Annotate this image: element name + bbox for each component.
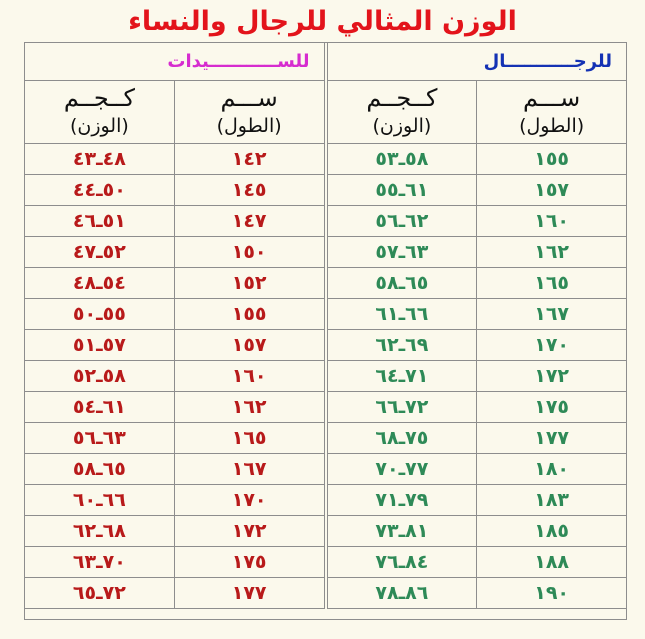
men-weight-cell: ٦٩ـ٦٢	[327, 330, 477, 361]
women-weight-cell: ٥٥ـ٥٠	[25, 299, 175, 330]
column-gap	[324, 578, 327, 609]
women-height-cell: ١٦٠	[174, 361, 324, 392]
men-weight-cell: ٨٤ـ٧٦	[327, 547, 477, 578]
women-height-label: (الطول)	[216, 115, 282, 137]
men-weight-cell: ٦٣ـ٥٧	[327, 237, 477, 268]
column-gap	[324, 81, 327, 144]
table-row	[25, 206, 627, 237]
weight-table	[24, 42, 627, 609]
men-height-cell: ١٨٨	[477, 547, 627, 578]
men-weight-cell: ٧١ـ٦٤	[327, 361, 477, 392]
men-weight-cell: ٦١ـ٥٥	[327, 175, 477, 206]
column-gap	[324, 547, 327, 578]
women-height-cell: ١٧٠	[174, 485, 324, 516]
men-height-header	[477, 81, 627, 144]
men-group-label: للرجـــــــــــال	[327, 43, 627, 81]
table-row	[25, 578, 627, 609]
group-header-row	[25, 43, 627, 81]
column-gap	[324, 43, 327, 81]
women-weight-cell: ٦٥ـ٥٨	[25, 454, 175, 485]
women-height-unit: ســـم	[220, 84, 278, 112]
column-gap	[324, 485, 327, 516]
women-height-cell: ١٧٥	[174, 547, 324, 578]
men-height-label: (الطول)	[519, 115, 585, 137]
men-height-cell: ١٧٧	[477, 423, 627, 454]
women-height-cell: ١٥٧	[174, 330, 324, 361]
column-header-row	[25, 81, 627, 144]
women-height-cell: ١٥٥	[174, 299, 324, 330]
men-weight-cell: ٨٦ـ٧٨	[327, 578, 477, 609]
men-height-cell: ١٧٢	[477, 361, 627, 392]
table-row	[25, 175, 627, 206]
table-row	[25, 299, 627, 330]
column-gap	[324, 175, 327, 206]
women-weight-label: (الوزن)	[69, 115, 129, 137]
page-title: الوزن المثالي للرجال والنساء	[128, 6, 517, 37]
women-weight-cell: ٥٢ـ٤٧	[25, 237, 175, 268]
men-weight-cell: ٦٢ـ٥٦	[327, 206, 477, 237]
table-row	[25, 268, 627, 299]
men-weight-cell: ٥٨ـ٥٣	[327, 144, 477, 175]
women-weight-cell: ٤٨ـ٤٣	[25, 144, 175, 175]
women-height-cell: ١٥٠	[174, 237, 324, 268]
table-row	[25, 144, 627, 175]
men-weight-cell: ٦٦ـ٦١	[327, 299, 477, 330]
table-row	[25, 330, 627, 361]
column-gap	[324, 330, 327, 361]
women-height-cell: ١٦٥	[174, 423, 324, 454]
women-weight-cell: ٥١ـ٤٦	[25, 206, 175, 237]
table-row	[25, 423, 627, 454]
women-height-header	[174, 81, 324, 144]
column-gap	[324, 268, 327, 299]
men-weight-unit: كــجــم	[366, 84, 438, 112]
women-weight-cell: ٧٢ـ٦٥	[25, 578, 175, 609]
women-height-cell: ١٥٢	[174, 268, 324, 299]
women-height-cell: ١٧٢	[174, 516, 324, 547]
men-weight-cell: ٧٧ـ٧٠	[327, 454, 477, 485]
women-height-cell: ١٧٧	[174, 578, 324, 609]
men-weight-label: (الوزن)	[372, 115, 432, 137]
men-height-unit: ســـم	[523, 84, 581, 112]
men-height-cell: ١٧٥	[477, 392, 627, 423]
women-weight-cell: ٥٤ـ٤٨	[25, 268, 175, 299]
men-weight-cell: ٧٩ـ٧١	[327, 485, 477, 516]
women-weight-cell: ٦٣ـ٥٦	[25, 423, 175, 454]
women-weight-unit: كــجــم	[63, 84, 135, 112]
men-height-cell: ١٦٢	[477, 237, 627, 268]
column-gap	[324, 392, 327, 423]
table-row	[25, 237, 627, 268]
men-height-cell: ١٧٠	[477, 330, 627, 361]
column-gap	[324, 454, 327, 485]
men-height-cell: ١٨٥	[477, 516, 627, 547]
column-gap	[324, 206, 327, 237]
table-row	[25, 516, 627, 547]
table-row	[25, 361, 627, 392]
women-weight-cell: ٦٨ـ٦٢	[25, 516, 175, 547]
women-weight-cell: ٦٦ـ٦٠	[25, 485, 175, 516]
column-gap	[324, 144, 327, 175]
column-gap	[324, 361, 327, 392]
table-row	[25, 485, 627, 516]
women-height-cell: ١٤٢	[174, 144, 324, 175]
column-gap	[324, 423, 327, 454]
women-weight-header	[25, 81, 175, 144]
men-height-cell: ١٦٧	[477, 299, 627, 330]
women-height-cell: ١٦٢	[174, 392, 324, 423]
table-row	[25, 454, 627, 485]
women-weight-cell: ٥٧ـ٥١	[25, 330, 175, 361]
men-weight-cell: ٨١ـ٧٣	[327, 516, 477, 547]
men-weight-cell: ٧٥ـ٦٨	[327, 423, 477, 454]
women-weight-cell: ٥٨ـ٥٢	[25, 361, 175, 392]
women-weight-cell: ٥٠ـ٤٤	[25, 175, 175, 206]
men-weight-cell: ٧٢ـ٦٦	[327, 392, 477, 423]
women-weight-cell: ٦١ـ٥٤	[25, 392, 175, 423]
men-height-cell: ١٦٠	[477, 206, 627, 237]
table-row	[25, 392, 627, 423]
men-height-cell: ١٩٠	[477, 578, 627, 609]
men-weight-header	[327, 81, 477, 144]
men-height-cell: ١٦٥	[477, 268, 627, 299]
men-weight-cell: ٦٥ـ٥٨	[327, 268, 477, 299]
column-gap	[324, 516, 327, 547]
men-height-cell: ١٨٣	[477, 485, 627, 516]
men-height-cell: ١٨٠	[477, 454, 627, 485]
women-height-cell: ١٤٧	[174, 206, 324, 237]
men-height-cell: ١٥٧	[477, 175, 627, 206]
women-height-cell: ١٦٧	[174, 454, 324, 485]
women-group-label: للســـــــــــيدات	[25, 43, 325, 81]
women-weight-cell: ٧٠ـ٦٣	[25, 547, 175, 578]
women-height-cell: ١٤٥	[174, 175, 324, 206]
men-height-cell: ١٥٥	[477, 144, 627, 175]
column-gap	[324, 299, 327, 330]
column-gap	[324, 237, 327, 268]
table-row	[25, 547, 627, 578]
